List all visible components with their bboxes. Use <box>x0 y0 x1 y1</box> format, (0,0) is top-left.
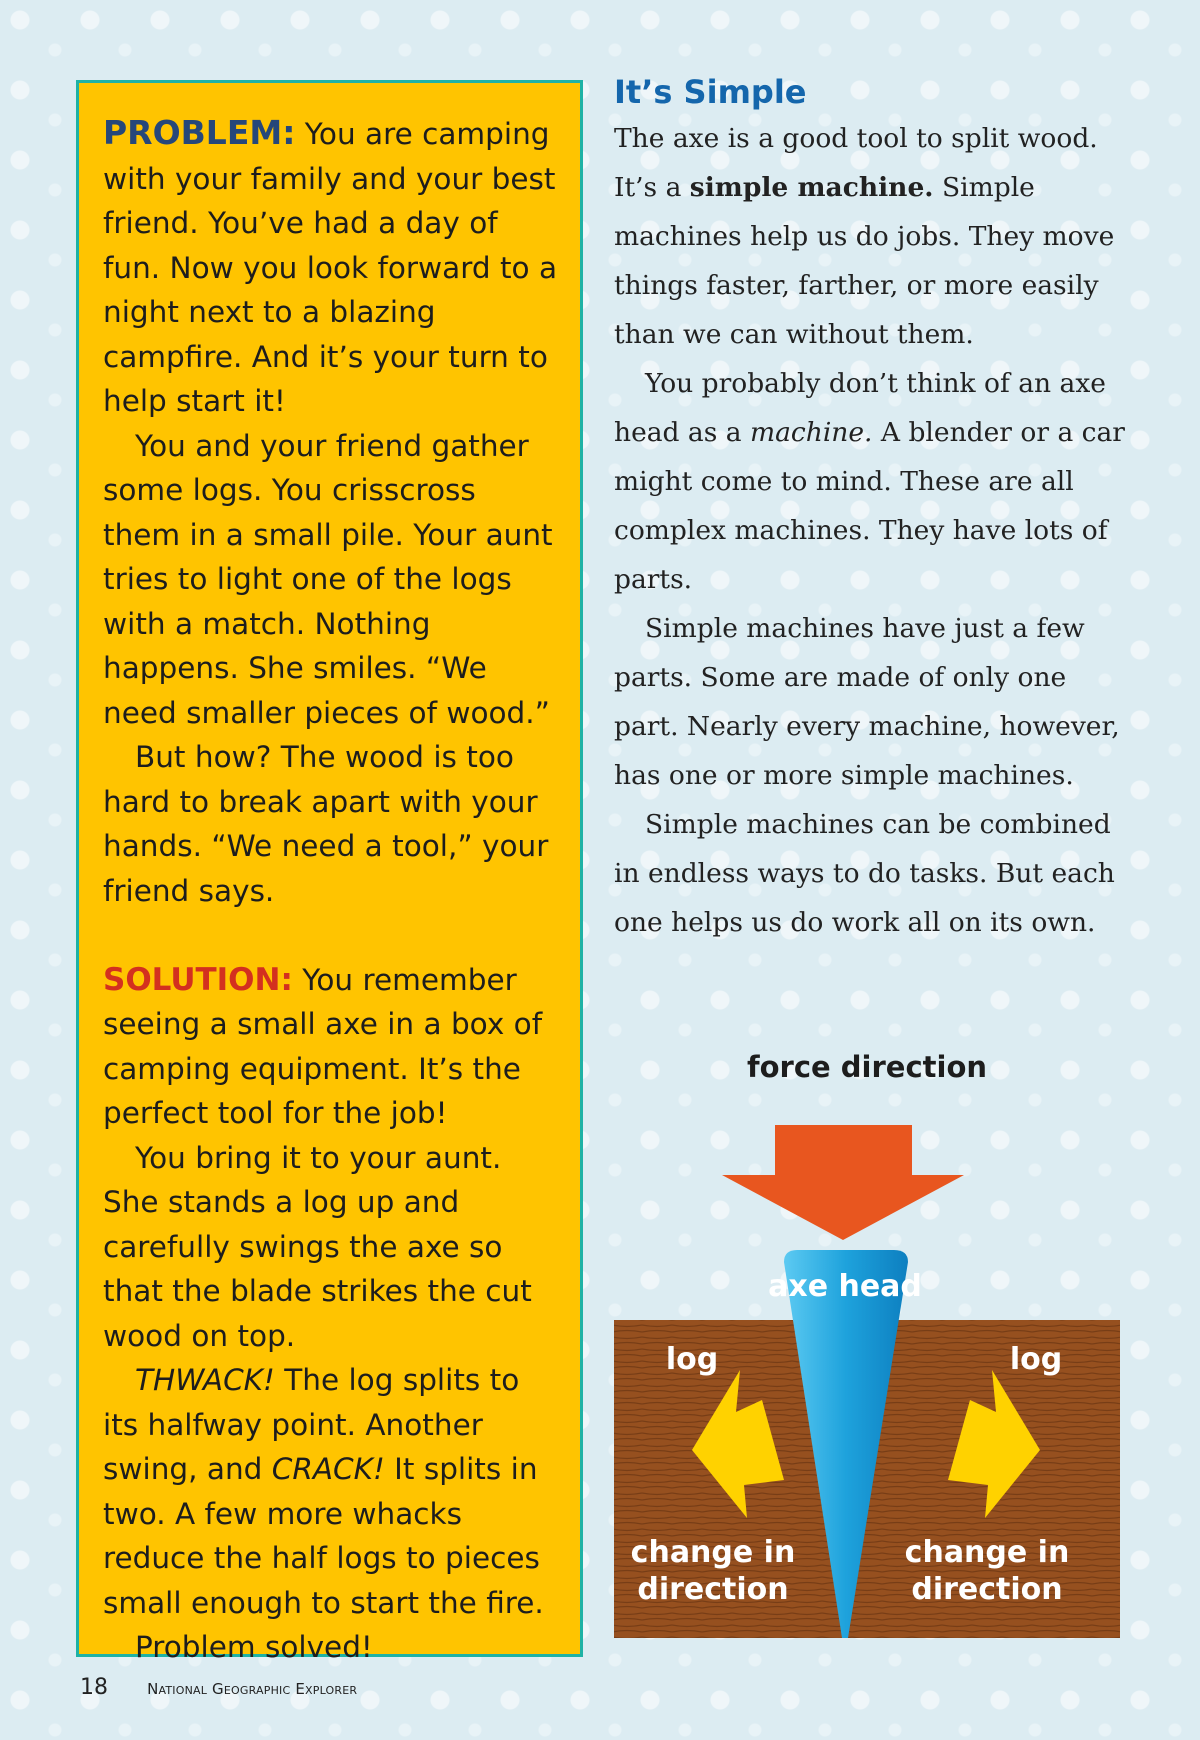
solution-text: You remember seeing a small axe in a box of camping equipment. It’s the perfect tool for the job! <box>103 962 543 1130</box>
body-text-1b: Simple machines help us do jobs. They move things faster, farther, or more easily than we can without them. <box>614 172 1115 350</box>
body-paragraph-2 <box>614 359 1134 604</box>
problem-paragraph-3: But how? The wood is too hard to break apart with your hands. “We need a tool,” your friend says. <box>103 740 549 908</box>
body-paragraph-1 <box>614 114 1134 359</box>
crack-text: CRACK! <box>271 1452 385 1486</box>
page-number: 18 <box>80 1675 108 1700</box>
problem-paragraph-2: You and your friend gather some logs. You crisscross them in a small pile. Your aunt tries to light one of the logs with a match. Nothing happens. She smiles. “We need smaller pieces of wood.” <box>103 428 553 730</box>
solution-paragraph-4: Problem solved! <box>135 1630 373 1664</box>
term-simple-machine: simple machine. <box>689 172 934 203</box>
solution-text-3b: It splits in two. A few more whacks reduce the half logs to pieces small enough to start the fire. <box>103 1452 544 1620</box>
section-heading: It’s Simple <box>614 73 807 111</box>
change-direction-right-label: change in direction <box>904 1535 1070 1607</box>
publication-name: National Geographic Explorer <box>147 1680 358 1698</box>
solution-paragraph <box>103 958 558 1136</box>
solution-label: SOLUTION: <box>103 961 293 998</box>
force-arrow <box>722 1125 964 1240</box>
axe-wedge-diagram <box>612 1040 1122 1640</box>
body-text-1a: The axe is a good tool to split wood. It’s a <box>614 123 1098 203</box>
force-direction-label: force direction <box>746 1050 988 1084</box>
change-direction-left-label: change in direction <box>630 1535 796 1607</box>
body-paragraph-4: Simple machines can be combined in endless ways to do tasks. But each one helps us do work all on its own. <box>614 809 1115 938</box>
body-paragraph-3: Simple machines have just a few parts. Some are made of only one part. Nearly every machine, however, has one or more simple machines. <box>614 613 1120 791</box>
axe-head-label: axe head <box>768 1269 922 1304</box>
thwack-text: THWACK! <box>135 1363 275 1397</box>
problem-solution-box <box>76 80 583 1664</box>
solution-text-3a: The log splits to its halfway point. Another swing, and <box>103 1363 520 1486</box>
log-left-label: log <box>665 1342 719 1377</box>
problem-label: PROBLEM: <box>103 113 296 152</box>
problem-text: You are camping with your family and your best friend. You’ve had a day of fun. Now you look forward to a night next to a blazing campfire. And it’s your turn to help start it! <box>103 117 558 418</box>
solution-paragraph-2: You bring it to your aunt. She stands a log up and carefully swings the axe so that the blade strikes the cut wood on top. <box>103 1140 532 1353</box>
solution-paragraph-3 <box>103 1358 558 1625</box>
simple-section <box>614 70 1134 947</box>
page-footer <box>80 1675 357 1700</box>
term-machine: machine. <box>749 417 873 448</box>
problem-paragraph <box>103 111 558 424</box>
log-right-label: log <box>1009 1342 1063 1377</box>
body-text-2b: A blender or a car might come to mind. These are all complex machines. They have lots of parts. <box>614 417 1125 595</box>
body-text-2a: You probably don’t think of an axe head as a <box>614 368 1106 448</box>
section-body <box>614 114 1134 947</box>
